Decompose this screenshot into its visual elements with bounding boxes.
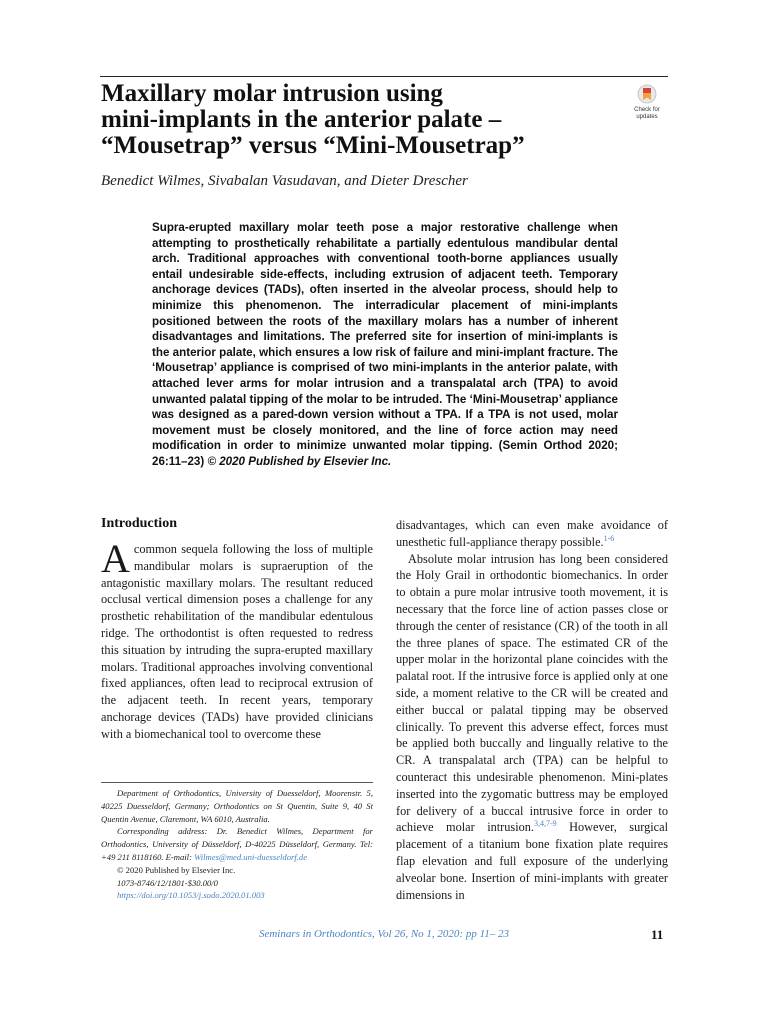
citation-ref-1[interactable]: 1-6 xyxy=(603,533,615,543)
affiliation-note: Department of Orthodontics, University of Duesseldorf, Moorenstr. 5, 40225 Duesseldorf, Germany; Orthodontics on St Quentin, Suite 9, 40 St Quentin Avenue, Claremont, WA 6010, Australia. xyxy=(101,788,373,824)
title-line-2: mini-implants in the anterior palate – xyxy=(101,106,502,133)
badge-label-1: Check for xyxy=(634,107,660,113)
title-line-3: “Mousetrap” versus “Mini-Mousetrap” xyxy=(101,132,525,159)
journal-footer: Seminars in Orthodontics, Vol 26, No 1, 2020: pp 11– 23 xyxy=(258,928,510,940)
section-heading-introduction: Introduction xyxy=(101,516,177,531)
citation-ref-2[interactable]: 3,4,7-9 xyxy=(534,819,557,829)
continued-text: disadvantages, which can even make avoidance of unesthetic full-appliance therapy possible. xyxy=(396,518,668,549)
email-link[interactable]: Wilmes@med.uni-duesseldorf.de xyxy=(194,851,308,862)
abstract xyxy=(152,220,618,470)
molar-intrusion-paragraph xyxy=(396,551,668,904)
top-rule xyxy=(100,76,668,77)
issn-note: 1073-8746/12/1801-$30.00/0 xyxy=(117,877,218,888)
continued-paragraph xyxy=(396,517,668,551)
correspondence-text: Corresponding address: Dr. Benedict Wilmes, Department for Orthodontics, University of Düsseldorf, D-40225 Düsseldorf, Germany. Tel: +49 211 8118160. E-mail: xyxy=(101,826,373,862)
copyright-note: © 2020 Published by Elsevier Inc. xyxy=(117,864,236,875)
right-column xyxy=(396,517,668,903)
check-for-updates-badge[interactable] xyxy=(627,84,667,122)
footnote-rule xyxy=(101,782,373,783)
molar-intrusion-text-a: Absolute molar intrusion has long been considered the Holy Grail in orthodontic biomechanics. In order to obtain a pure molar intrusive tooth movement, it is necessary that the force line of action passes close or through the center of resistance (CR) of the tooth in all the three planes of space. The estimated CR of the upper molar in the horizontal plane coincides with the palatal root. If the intrusive force is applied only at one side, a moment relative to the CR will be created and either buccal or palatal tipping may be observed clinically. To prevent this adverse effect, forces must be applied both buccally and lingually relative to the CR. A transpalatal arch (TPA) can be helpful to counteract this undesirable phenomenon. Mini-plates inserted into the zygomatic buttress may be employed for delivery of a buccal intrusive force in order to achieve molar intrusion. xyxy=(396,551,668,835)
page-number: 11 xyxy=(651,927,664,942)
check-for-updates-icon xyxy=(637,84,657,106)
correspondence-note xyxy=(101,825,373,863)
drop-cap: A xyxy=(101,536,130,581)
footnotes xyxy=(101,787,373,902)
title-line-1: Maxillary molar intrusion using xyxy=(101,80,443,107)
intro-paragraph xyxy=(101,536,373,743)
badge-label-2: updates xyxy=(636,114,658,120)
abstract-published: © 2020 Published by Elsevier Inc. xyxy=(207,454,392,468)
abstract-text: Supra-erupted maxillary molar teeth pose a major restorative challenge when attempting to prosthetically rehabilitate a partially edentulous mandibular dental arch. Traditional approaches with conventional tooth-borne appliances usually entail undesirable side-effects, including extrusion of adjacent teeth. Temporary anchorage devices (TADs), often inserted in the alveolar process, should help to minimize this phenomenon. The interradicular placement of mini-implants positioned between the roots of the maxillary molars has a number of inherent disadvantages and limitations. The preferred site for insertion of mini-implants is the anterior palate, which ensures a low risk of failure and mini-implant fracture. The ‘Mousetrap’ appliance is comprised of two mini-implants in the anterior palate, with attached lever arms for molar intrusion and a transpalatal arch (TPA) to avoid unwanted palatal tipping of the molar to be intruded. The ‘Mini-Mousetrap’ appliance was designed as a pared-down version without a TPA. If a TPA is not used, molar movement must be closely monitored, and the line of force action may need modification in order to minimize unwanted molar tipping. (Semin Orthod 2020; 26:11–23) xyxy=(152,221,618,468)
doi-link[interactable]: https://doi.org/10.1053/j.sodo.2020.01.003 xyxy=(117,890,265,901)
article-title xyxy=(101,81,621,159)
left-column xyxy=(101,516,373,743)
molar-intrusion-text-b: However, surgical placement of a titanium bone fixation plate requires flap elevation and full exposure of the underlying alveolar bone. Insertion of mini-implants with greater dimensions in xyxy=(396,820,668,902)
author-list: Benedict Wilmes, Sivabalan Vasudavan, and Dieter Drescher xyxy=(101,173,468,189)
intro-text: common sequela following the loss of multiple mandibular molars is supraeruption of the antagonistic maxillary molars. The resultant reduced occlusal vertical dimension poses a challenge for any prosthetic rehabilitation of the mandibular edentulous ridge. The orthodontist is often requested to redress this situation by intruding the supra-erupted maxillary molars. Traditional approaches involving conventional fixed appliances, often lead to reciprocal extrusion of the adjacent teeth. In recent years, temporary anchorage devices (TADs) have provided clinicians with a biomechanical tool to overcome these xyxy=(101,542,373,741)
